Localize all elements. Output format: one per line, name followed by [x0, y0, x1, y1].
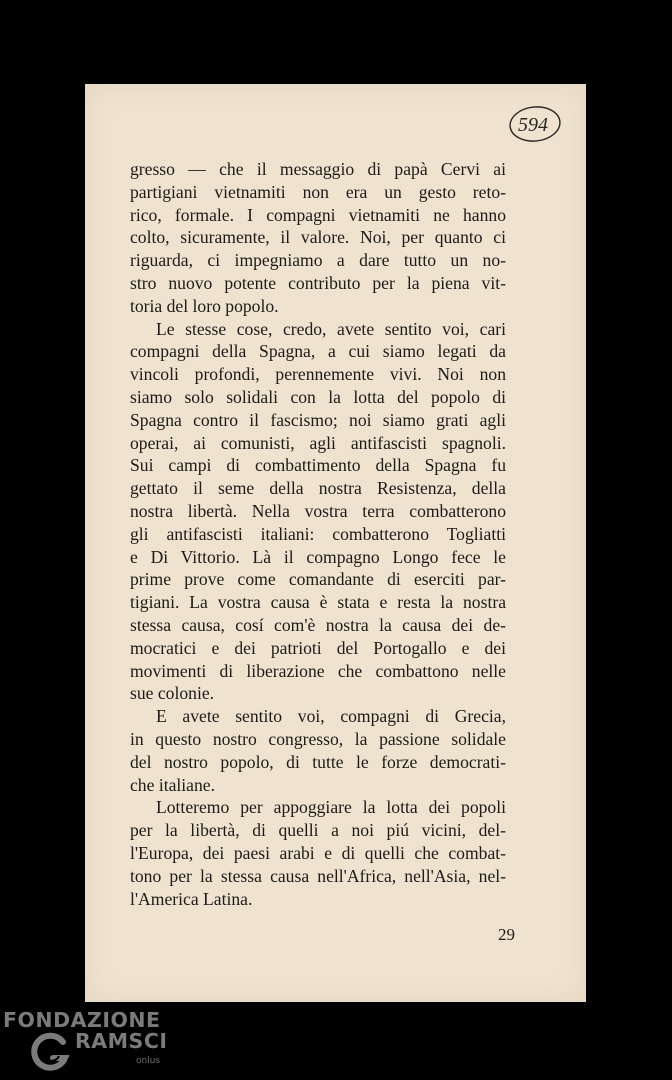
- text-line: prime prove come comandante di eserciti par-: [130, 569, 506, 590]
- text-line: gli antifascisti italiani: combatterono Togliatti: [130, 523, 506, 544]
- text-line: del nostro popolo, di tutte le forze democrati-: [130, 751, 506, 772]
- text-line: nostra libertà. Nella vostra terra combatterono: [130, 500, 506, 521]
- text-line: e Di Vittorio. Là il compagno Longo fece le: [130, 546, 506, 567]
- watermark-line-2: RAMSCI: [75, 1029, 168, 1053]
- text-line: sue colonie.: [130, 683, 215, 704]
- text-line: per la libertà, di quelli a noi piú vicini, del-: [130, 820, 506, 841]
- text-line: l'Europa, dei paesi arabi e di quelli che combat-: [130, 842, 506, 863]
- text-line: movimenti di liberazione che combattono nelle: [130, 660, 506, 681]
- text-line: in questo nostro congresso, la passione solidale: [130, 728, 506, 749]
- text-line: Lotteremo per appoggiare la lotta dei popoli: [156, 797, 506, 818]
- text-line: mocratici e dei patrioti del Portogallo e dei: [130, 637, 506, 658]
- page-number: 29: [498, 925, 515, 944]
- text-line: E avete sentito voi, compagni di Grecia,: [156, 706, 506, 727]
- text-line: rico, formale. I compagni vietnamiti ne hanno: [130, 204, 506, 225]
- text-line: tigiani. La vostra causa è stata e resta la nostra: [130, 592, 506, 613]
- text-line: toria del loro popolo.: [130, 295, 279, 316]
- text-line: riguarda, ci impegniamo a dare tutto un no-: [130, 250, 506, 271]
- text-line: che italiane.: [130, 774, 215, 795]
- document-page: [85, 84, 586, 1002]
- text-line: vincoli profondi, perennemente vivi. Noi non: [130, 364, 506, 385]
- watermark-g-emblem: [25, 1028, 75, 1078]
- text-line: stessa causa, cosí com'è nostra la causa dei de-: [130, 614, 506, 635]
- text-line: siamo solo solidali con la lotta del popolo di: [130, 386, 506, 407]
- text-line: Le stesse cose, credo, avete sentito voi, cari: [156, 318, 506, 339]
- text-line: l'America Latina.: [130, 888, 253, 909]
- text-line: gettato il seme della nostra Resistenza, della: [130, 478, 506, 499]
- watermark-suffix: onlus: [136, 1056, 161, 1066]
- body-text: [130, 158, 506, 910]
- text-line: Spagna contro il fascismo; noi siamo grati agli: [130, 409, 506, 430]
- text-line: operai, ai comunisti, agli antifascisti spagnoli.: [130, 432, 506, 453]
- text-line: partigiani vietnamiti non era un gesto reto-: [130, 181, 506, 202]
- text-line: stro nuovo potente contributo per la piena vit-: [130, 272, 506, 293]
- text-line: tono per la stessa causa nell'Africa, nell'Asia, nel-: [130, 865, 506, 886]
- text-line: colto, sicuramente, il valore. Noi, per quanto ci: [130, 227, 506, 248]
- archive-number-stamp: [508, 104, 562, 144]
- text-line: compagni della Spagna, a cui siamo legati da: [130, 341, 506, 362]
- text-line: gresso — che il messaggio di papà Cervi ai: [130, 159, 506, 179]
- fondazione-gramsci-watermark: [3, 1008, 168, 1080]
- watermark-line-1: FONDAZIONE: [3, 1008, 161, 1032]
- archive-number-text: 594: [518, 114, 548, 136]
- text-line: Sui campi di combattimento della Spagna fu: [130, 455, 506, 476]
